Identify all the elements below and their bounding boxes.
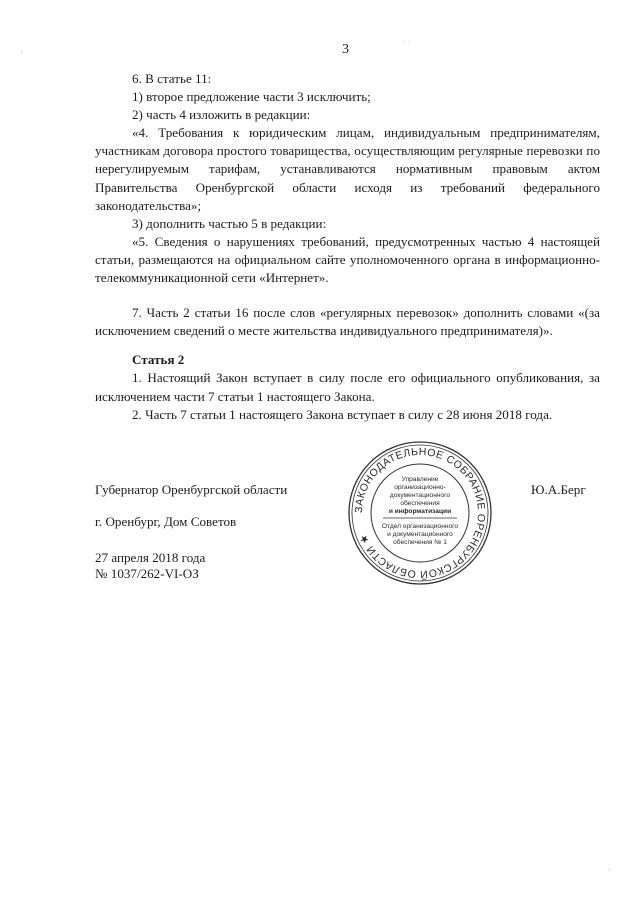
- signer-name: Ю.А.Берг: [531, 482, 586, 497]
- page-number: 3: [342, 42, 349, 57]
- svg-text:Отдел организационного: Отдел организационного: [381, 523, 459, 530]
- svg-text:и информатизации: и информатизации: [388, 508, 452, 515]
- svg-text:обеспечения № 1: обеспечения № 1: [393, 539, 447, 546]
- law-number: № 1037/262-VI-ОЗ: [95, 566, 199, 581]
- paragraph: 2) часть 4 изложить в редакции:: [132, 107, 311, 123]
- signing-date: 27 апреля 2018 года: [95, 550, 206, 565]
- paragraph: 6. В статье 11:: [132, 71, 212, 86]
- paragraph: «5. Сведения о нарушениях требований, предусмотренных частью 4 настоящей статьи, размещаются на официальном сайте уполномоченного органа в информационно-телекоммуникационной сети «Интернет».: [95, 233, 600, 286]
- article-heading: Статья 2: [132, 352, 185, 368]
- signing-place: г. Оренбург, Дом Советов: [95, 514, 237, 529]
- paragraph: 7. Часть 2 статьи 16 после слов «регулярных перевозок» дополнить словами «(за исключением сведений о месте жительства индивидуального предпринимателя)».: [95, 305, 600, 339]
- svg-text:Управление: Управление: [401, 476, 439, 483]
- paragraph: 1) второе предложение части 3 исключить;: [132, 89, 371, 105]
- svg-text:обеспечения: обеспечения: [400, 500, 440, 507]
- official-seal-stamp: [345, 438, 495, 588]
- signer-position: Губернатор Оренбургской области: [95, 482, 288, 497]
- article-item: 1. Настоящий Закон вступает в силу после его официального опубликования, за исключением части 7 статьи 1 настоящего Закона.: [95, 370, 600, 404]
- document-body: [95, 70, 600, 424]
- svg-text:и документационного: и документационного: [387, 531, 453, 538]
- svg-text:ЗАКОНОДАТЕЛЬНОЕ СОБРАНИЕ ОРЕНБ: ЗАКОНОДАТЕЛЬНОЕ СОБРАНИЕ ОРЕНБУРГСКОЙ ОБЛАСТИ ★: [352, 445, 488, 581]
- article-item: 2. Часть 7 статьи 1 настоящего Закона вступает в силу с 28 июня 2018 года.: [132, 406, 553, 422]
- document-page: 3 6. В статье 11: 1) второе предложение части 3 исключить; 2) часть 4 изложить в редакции: «4. Требования к юридическим лицам, индивидуальным предпринимателям, участникам договора простого товарищества, осуществляющим регулярные перевозки по нерегулируемым тарифам, устанавливаются нормативным правовым актом Правительства Оренбургской области исходя из требований федерального законодательства»; 3) дополнить частью 5 в редакции: «5. Сведения о нарушениях требований, предусмотренных частью 4 настоящей статьи, размещаются на официальном сайте уполномоченного органа в информационно-телекоммуникационной сети «Интернет». 7. Часть 2 статьи 16 после слов «регулярных перевозок» дополнить словами «(за исключением сведений о месте жительства индивидуального предпринимателя)». Статья 2 1. Настоящий Закон вступает в силу после его официального опубликования, за исключением части 7 статьи 1 настоящего Закона. 2. Часть 7 статьи 1 настоящего Закона вступает в силу с 28 июня 2018 года. Губернатор Оренбургской области Ю.А.Берг г. Оренбург, Дом Советов 27 апреля 2018 года № 1037/262-VI-ОЗ ЗАКОНОДАТЕЛЬНОЕ СОБРАНИЕ ОРЕНБУРГСКОЙ ОБЛАСТИ ★ Управление организационно- документационного обеспечения и информатизации Отдел организационного и документационного обеспечения № 1 · ˙ ˙ ·: [20, 40, 611, 875]
- paragraph: «4. Требования к юридическим лицам, индивидуальным предпринимателям, участникам договора простого товарищества, осуществляющим регулярные перевозки по нерегулируемым тарифам, устанавливаются нормативным правовым актом Правительства Оренбургской области исходя из требований федерального законодательства»;: [95, 125, 600, 213]
- svg-text:документационного: документационного: [389, 492, 451, 499]
- svg-text:организационно-: организационно-: [394, 484, 446, 491]
- paragraph: 3) дополнить частью 5 в редакции:: [132, 215, 327, 231]
